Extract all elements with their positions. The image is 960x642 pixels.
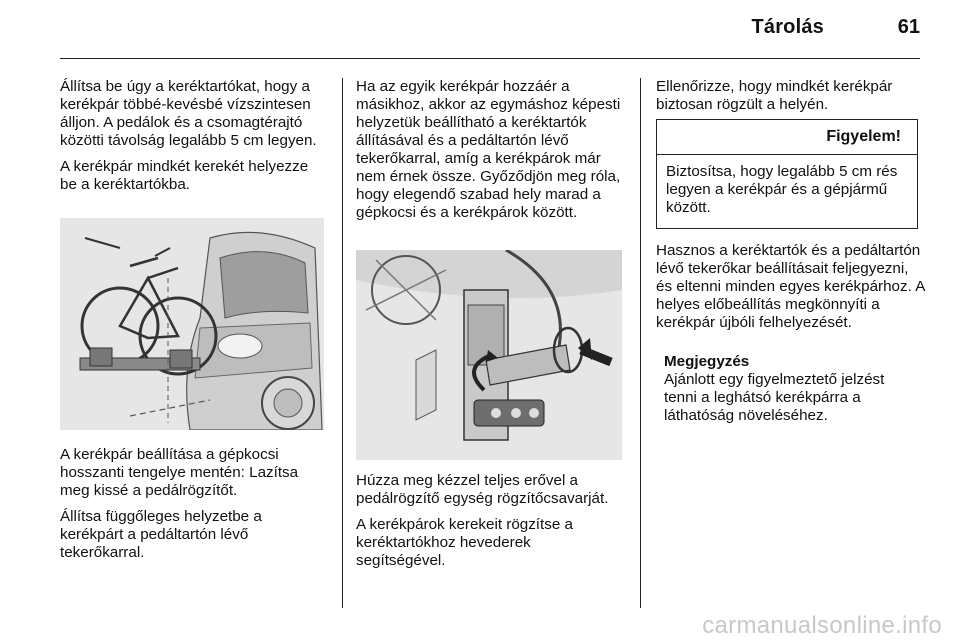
paragraph: Ha az egyik kerékpár hozzáér a másikhoz, akkor az egymáshoz képesti helyzetük beállítható a keréktartók állításával és a pedáltartón lévő tekerőkarral, amíg a kerékpárok már nem érnek össze. Győződjön meg róla, hogy elegendő szabad hely marad a gépkocsi és a kerékpárok között. [356, 78, 621, 221]
bike-carrier-car-illustration [60, 218, 324, 430]
paragraph: Hasznos a keréktartók és a pedáltartón lévő tekerőkar beállításait feljegyezni, és eltenni minden egyes kerékpárhoz. A helyes előbeállítás megkönnyíti a kerékpár újbóli felhelyezését. [656, 242, 925, 331]
paragraph: Ellenőrizze, hogy mindkét kerékpár biztosan rögzült a helyén. [656, 78, 893, 113]
page-section-title: Tárolás [751, 16, 824, 38]
header-divider [60, 58, 920, 59]
note-text: Ajánlott egy figyelmeztető jelzést tenni a leghátsó kerékpárra a láthatóság növeléséhez. [664, 371, 885, 424]
column-2 [356, 78, 624, 230]
column-2-lower [356, 472, 624, 578]
note-block [664, 353, 914, 425]
paragraph: A kerékpár beállítása a gépkocsi hosszanti tengelye mentén: Lazítsa meg kissé a pedálrögzítőt. [60, 446, 299, 499]
warning-title: Figyelem! [657, 120, 917, 155]
paragraph: A kerékpárok kerekeit rögzítse a keréktartókhoz hevederek segítségével. [356, 516, 573, 569]
warning-box [656, 119, 918, 229]
paragraph: Állítsa függőleges helyzetbe a kerékpárt a pedáltartón lévő tekerőkarral. [60, 508, 262, 561]
column-3-lower [656, 242, 928, 340]
column-divider-1 [342, 78, 343, 608]
column-1 [60, 78, 328, 202]
page-number: 61 [897, 16, 920, 38]
warning-text: Biztosítsa, hogy legalább 5 cm rés legyen a kerékpár és a gépjármű között. [666, 163, 898, 216]
column-3 [656, 78, 926, 122]
pedal-holder-illustration [356, 250, 622, 460]
note-title: Megjegyzés [664, 353, 750, 370]
column-1-lower [60, 446, 328, 570]
paragraph: A kerékpár mindkét kerekét helyezze be a keréktartókba. [60, 158, 309, 193]
paragraph: Állítsa be úgy a keréktartókat, hogy a kerékpár többé-kevésbé vízszintesen álljon. A pedálok és a csomagtérajtó közötti távolság legalább 5 cm legyen. [60, 78, 317, 149]
watermark: carmanualsonline.info [702, 612, 942, 639]
column-divider-2 [640, 78, 641, 608]
paragraph: Húzza meg kézzel teljes erővel a pedálrögzítő egység rögzítőcsavarját. [356, 472, 609, 507]
